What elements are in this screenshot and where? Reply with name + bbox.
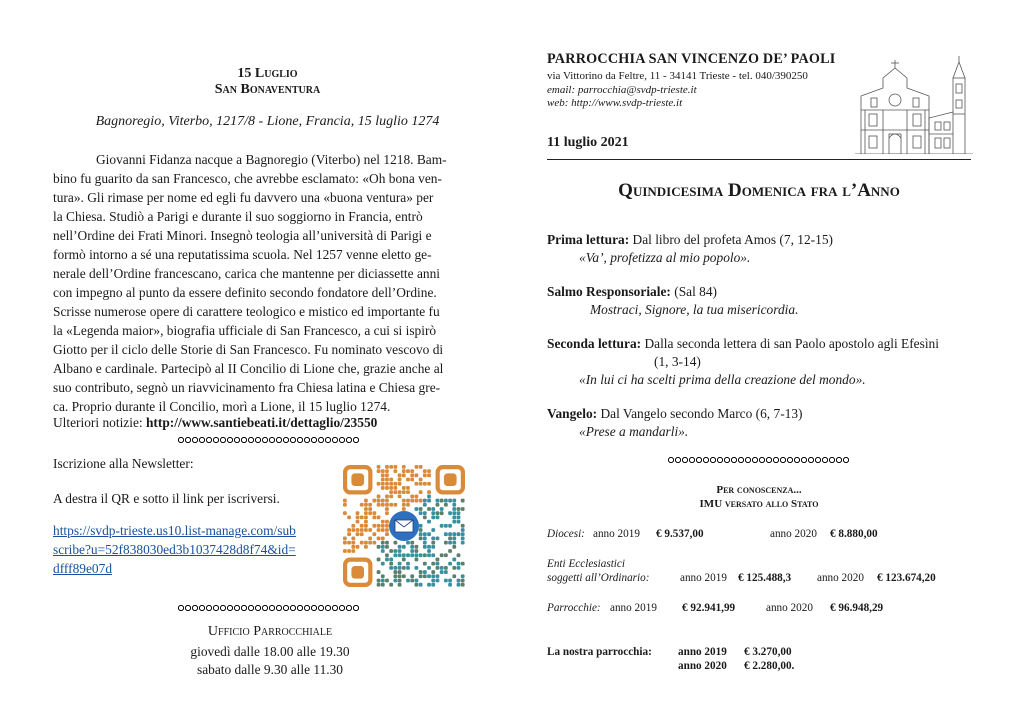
imu-parrocchie-year-1: anno 2019 bbox=[610, 602, 657, 614]
second-reading bbox=[547, 334, 939, 353]
imu-nostra-label: La nostra parrocchia: bbox=[547, 646, 652, 658]
newsletter-title: Iscrizione alla Newsletter: bbox=[53, 456, 194, 471]
divider bbox=[668, 456, 850, 464]
parish-email: email: parrocchia@svdp-trieste.it bbox=[547, 84, 697, 96]
bio-line: Scrisse numerose opere di carattere teologico e mistico ed importante fu bbox=[53, 304, 440, 319]
imu-nostra-year-1: anno 2019 bbox=[678, 646, 727, 658]
divider bbox=[178, 436, 360, 444]
parish-web: web: http://www.svdp-trieste.it bbox=[547, 97, 683, 109]
gospel bbox=[547, 404, 803, 423]
imu-title-1: Per conoscenza... bbox=[716, 484, 802, 496]
sunday-title: Quindicesima Domenica fra l’Anno bbox=[618, 180, 900, 201]
newsletter-link-line[interactable]: dfff89e07d bbox=[53, 561, 113, 576]
imu-parrocchie-value-2: € 96.948,29 bbox=[830, 602, 884, 614]
imu-enti-label-1: Enti Ecclesiastici bbox=[547, 558, 625, 570]
psalm-text: (Sal 84) bbox=[674, 284, 718, 299]
imu-diocesi-year-2: anno 2020 bbox=[770, 528, 817, 540]
parish-name: PARROCCHIA SAN VINCENZO DE’ PAOLI bbox=[547, 51, 836, 67]
imu-diocesi-label: Diocesi: bbox=[547, 528, 585, 540]
bio-line: nell’Ordine dei Frati Minori. Insegnò teologia all’università di Parigi e bbox=[53, 228, 432, 243]
more-info-label: Ulteriori notizie: bbox=[53, 415, 143, 430]
mail-icon bbox=[389, 511, 419, 541]
second-reading-quote: «In lui ci ha scelti prima della creazione del mondo». bbox=[579, 372, 866, 387]
first-reading bbox=[547, 230, 833, 249]
bio-line: la Chiesa. Studiò a Parigi e durante il suo soggiorno in Francia, entrò bbox=[53, 209, 423, 224]
bio-line: con impegno al punto da essere definito secondo fondatore dell’Ordine. bbox=[53, 285, 437, 300]
imu-enti-value-1: € 125.488,3 bbox=[738, 572, 792, 584]
psalm bbox=[547, 282, 717, 301]
bulletin-date: 11 luglio 2021 bbox=[547, 135, 629, 150]
imu-parrocchie-value-1: € 92.941,99 bbox=[682, 602, 736, 614]
imu-enti-label-2: soggetti all’Ordinario: bbox=[547, 572, 650, 584]
bio-line: la «Legenda maior», biografia ufficiale di San Francesco, a cui si ispirò bbox=[53, 323, 437, 338]
imu-diocesi-value-1: € 9.537,00 bbox=[656, 528, 704, 540]
parish-address: via Vittorino da Feltre, 11 - 34141 Trieste - tel. 040/390250 bbox=[547, 70, 808, 82]
qr-code-icon bbox=[343, 465, 465, 587]
saint-subtitle: Bagnoregio, Viterbo, 1217/8 - Lione, Francia, 15 luglio 1274 bbox=[95, 114, 440, 129]
imu-diocesi-value-2: € 8.880,00 bbox=[830, 528, 878, 540]
gospel-quote: «Prese a mandarli». bbox=[579, 424, 689, 439]
bio-line: Giovanni Fidanza nacque a Bagnoregio (Viterbo) nel 1218. Bam- bbox=[96, 152, 447, 167]
office-title: Ufficio Parrocchiale bbox=[207, 624, 333, 639]
second-reading-text-2: (1, 3-14) bbox=[654, 354, 701, 369]
bio-line: suo contributo, segnò un riavvicinamento fra Chiesa latina e Chiesa gre- bbox=[53, 380, 441, 395]
newsletter-text: A destra il QR e sotto il link per iscriversi. bbox=[53, 491, 280, 506]
imu-title-2: IMU versato allo Stato bbox=[699, 498, 819, 510]
header-rule bbox=[547, 159, 971, 160]
divider bbox=[178, 604, 360, 612]
gospel-label: Vangelo: bbox=[547, 406, 598, 421]
psalm-label: Salmo Responsoriale: bbox=[547, 284, 671, 299]
newsletter-link[interactable] bbox=[53, 521, 333, 578]
imu-parrocchie-label: Parrocchie: bbox=[547, 602, 601, 614]
bio-line: ca. Proprio durante il Concilio, morì a Lione, il 15 luglio 1274. bbox=[53, 399, 391, 414]
bio-line: nerale dell’Ordine francescano, carica che mantenne per diciassette anni bbox=[53, 266, 441, 281]
qr-finder-icon bbox=[345, 560, 370, 585]
church-illustration-icon bbox=[855, 48, 973, 154]
first-reading-text: Dal libro del profeta Amos (7, 12-15) bbox=[632, 232, 833, 247]
imu-parrocchie-year-2: anno 2020 bbox=[766, 602, 813, 614]
more-info bbox=[53, 413, 483, 432]
office-hours-2: sabato dalle 9.30 alle 11.30 bbox=[196, 662, 343, 677]
office-hours-1: giovedì dalle 18.00 alle 19.30 bbox=[190, 644, 350, 659]
imu-diocesi-year-1: anno 2019 bbox=[593, 528, 640, 540]
imu-enti-value-2: € 123.674,20 bbox=[877, 572, 936, 584]
second-reading-label: Seconda lettura: bbox=[547, 336, 642, 351]
bio-line: bino fu guarito da san Francesco, che avrebbe esclamato: «Oh bona ven- bbox=[53, 171, 442, 186]
saint-biography bbox=[53, 150, 483, 416]
psalm-quote: Mostraci, Signore, la tua misericordia. bbox=[590, 302, 799, 317]
bio-line: Albano e cardinale. Partecipò al II Concilio di Lione che, grazie anche al bbox=[53, 361, 444, 376]
second-reading-text: Dalla seconda lettera di san Paolo apostolo agli Efesìni bbox=[644, 336, 939, 351]
bio-line: Giotto per il ciclo delle Storie di San Francesco. Fu nominato vescovo di bbox=[53, 342, 444, 357]
newsletter-link-line[interactable]: scribe?u=52f838030ed3b1037428d8f74&id= bbox=[53, 542, 296, 557]
qr-finder-icon bbox=[345, 467, 370, 492]
imu-nostra-year-2: anno 2020 bbox=[678, 660, 727, 672]
more-info-url[interactable]: http://www.santiebeati.it/dettaglio/23550 bbox=[145, 415, 378, 430]
newsletter-link-line[interactable]: https://svdp-trieste.us10.list-manage.com/sub bbox=[53, 523, 296, 538]
saint-name: San Bonaventura bbox=[214, 82, 321, 97]
imu-nostra-value-2: € 2.280,00. bbox=[744, 660, 795, 672]
imu-enti-year-2: anno 2020 bbox=[817, 572, 864, 584]
bio-line: tura». Gli rimase per nome ed egli fu davvero una «buona ventura» per bbox=[53, 190, 434, 205]
imu-nostra-value-1: € 3.270,00 bbox=[744, 646, 792, 658]
imu-enti-year-1: anno 2019 bbox=[680, 572, 727, 584]
saint-date: 15 Luglio bbox=[237, 66, 298, 81]
first-reading-quote: «Va’, profetizza al mio popolo». bbox=[579, 250, 751, 265]
first-reading-label: Prima lettura: bbox=[547, 232, 630, 247]
bio-line: formò intorno a sé una reputatissima scuola. Nel 1257 venne eletto ge- bbox=[53, 247, 432, 262]
qr-finder-icon bbox=[438, 467, 463, 492]
gospel-text: Dal Vangelo secondo Marco (6, 7-13) bbox=[600, 406, 803, 421]
imu-table bbox=[547, 528, 977, 678]
